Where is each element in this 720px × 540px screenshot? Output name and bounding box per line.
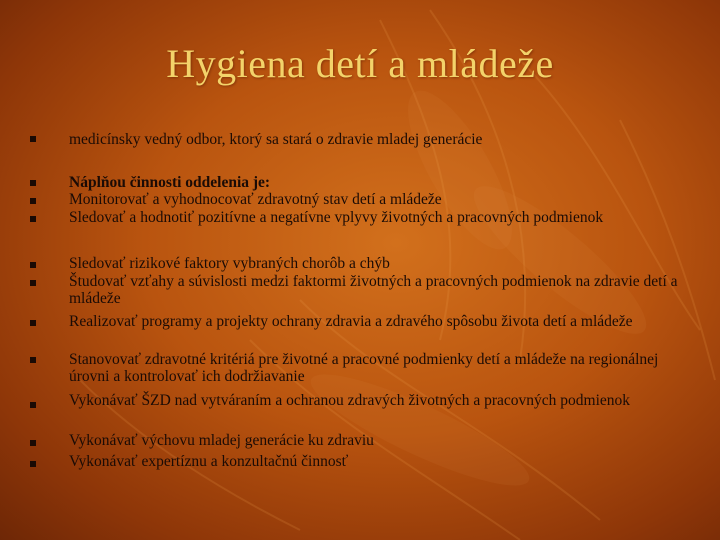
bullet-icon xyxy=(30,461,36,467)
bullet-icon xyxy=(30,357,36,363)
slide-title: Hygiena detí a mládeže xyxy=(166,41,554,86)
list-item: Realizovať programy a projekty ochrany zdravia a zdravého spôsobu života detí a mládeže xyxy=(69,313,633,330)
bullet-icon xyxy=(30,402,36,408)
list-item: Vykonávať expertíznu a konzultačnú činnosť xyxy=(69,453,349,470)
bullet-icon xyxy=(30,180,36,186)
bullet-icon xyxy=(30,198,36,204)
bullet-icon xyxy=(30,280,36,286)
bullet-icon xyxy=(30,320,36,326)
list-item: Stanovovať zdravotné kritériá pre životné a pracovné podmienky detí a mládeže na regionálnej úrovni a kontrolovať ich dodržiavanie xyxy=(69,351,659,385)
list-item: Náplňou činnosti oddelenia je: xyxy=(69,174,271,191)
list-item: medicínsky vedný odbor, ktorý sa stará o zdravie mladej generácie xyxy=(69,131,483,148)
bullet-icon xyxy=(30,440,36,446)
list-item: Vykonávať ŠZD nad vytváraním a ochranou zdravých životných a pracovných podmienok xyxy=(69,392,631,409)
list-item: Sledovať rizikové faktory vybraných chorôb a chýb xyxy=(69,255,390,272)
bullet-icon xyxy=(30,262,36,268)
bullet-icon xyxy=(30,136,36,142)
bullet-icon xyxy=(30,216,36,222)
list-item: Sledovať a hodnotiť pozitívne a negatívne vplyvy životných a pracovných podmienok xyxy=(69,209,604,226)
list-item: Vykonávať výchovu mladej generácie ku zdraviu xyxy=(69,432,374,449)
list-item: Monitorovať a vyhodnocovať zdravotný stav detí a mládeže xyxy=(69,191,442,208)
list-item: Študovať vzťahy a súvislosti medzi faktormi životných a pracovných podmienok na zdravie detí a mládeže xyxy=(69,273,678,307)
